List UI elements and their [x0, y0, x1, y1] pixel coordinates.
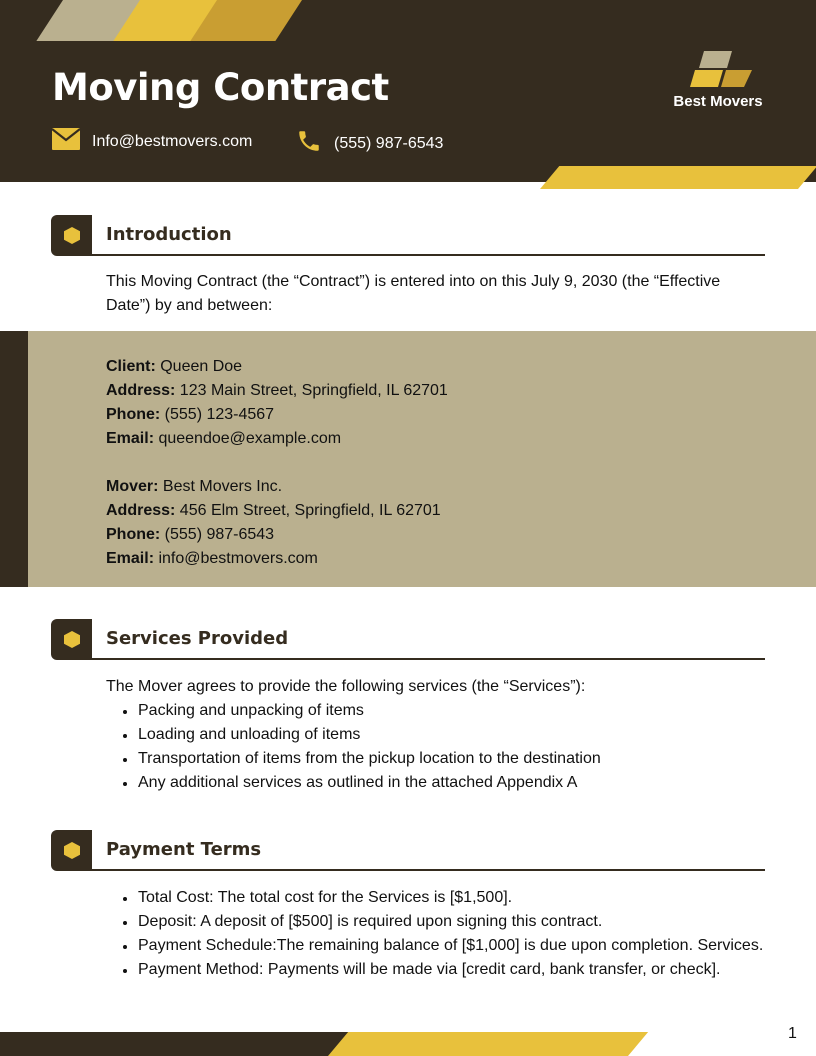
company-logo — [668, 50, 768, 110]
section-title: Services Provided — [106, 628, 289, 649]
section-header-services — [51, 619, 765, 660]
introduction-text: This Moving Contract (the “Contract”) is entered into on this July 9, 2030 (the “Effective Date”) by and between: — [106, 273, 721, 314]
list-item: Transportation of items from the pickup location to the destination — [106, 747, 786, 771]
logo-name: Best Movers — [673, 93, 763, 110]
panel-accent-bar — [0, 331, 28, 587]
hexagon-icon — [64, 842, 80, 859]
logo-mark-icon — [668, 50, 768, 88]
section-divider — [92, 869, 765, 871]
client-name-line: Client: Queen Doe — [106, 358, 243, 375]
list-item: Payment Schedule:The remaining balance of [$1,000] is due upon completion. Services. — [106, 934, 786, 958]
header-email-text[interactable]: Info@bestmovers.com — [92, 132, 253, 150]
page-number: 1 — [788, 1025, 797, 1042]
envelope-icon — [52, 128, 80, 155]
section-divider — [92, 254, 765, 256]
client-details — [106, 355, 448, 451]
section-tab — [51, 215, 92, 256]
client-address-line: Address: 123 Main Street, Springfield, IL 62701 — [106, 382, 448, 399]
section-tab — [51, 830, 92, 871]
hexagon-icon — [64, 631, 80, 648]
section-title: Payment Terms — [106, 839, 262, 860]
list-item: Loading and unloading of items — [106, 723, 786, 747]
section-title: Introduction — [106, 224, 232, 245]
list-item: Deposit: A deposit of [$500] is required upon signing this contract. — [106, 910, 786, 934]
document-header — [0, 0, 816, 182]
mover-details — [106, 475, 441, 571]
decorative-bar — [540, 166, 816, 189]
client-email-line: Email: queendoe@example.com — [106, 430, 342, 447]
services-list — [106, 699, 786, 795]
header-phone — [296, 128, 443, 159]
list-item: Total Cost: The total cost for the Services is [$1,500]. — [106, 886, 786, 910]
phone-icon — [296, 128, 322, 159]
section-header-introduction — [51, 215, 765, 256]
footer-bar-dark — [0, 1032, 370, 1056]
mover-email-line: Email: info@bestmovers.com — [106, 550, 318, 567]
footer-bar-yellow — [328, 1032, 648, 1056]
document-title: Moving Contract — [52, 66, 389, 109]
header-phone-text[interactable]: (555) 987-6543 — [334, 134, 444, 152]
section-tab — [51, 619, 92, 660]
payment-list — [106, 886, 786, 982]
list-item: Payment Method: Payments will be made via [credit card, bank transfer, or check]. — [106, 958, 786, 982]
header-email — [52, 128, 252, 155]
section-divider — [92, 658, 765, 660]
client-phone-line: Phone: (555) 123-4567 — [106, 406, 275, 423]
mover-address-line: Address: 456 Elm Street, Springfield, IL 62701 — [106, 502, 441, 519]
section-header-payment — [51, 830, 765, 871]
list-item: Packing and unpacking of items — [106, 699, 786, 723]
hexagon-icon — [64, 227, 80, 244]
parties-panel — [0, 331, 816, 587]
mover-name-line: Mover: Best Movers Inc. — [106, 478, 283, 495]
list-item: Any additional services as outlined in the attached Appendix A — [106, 771, 786, 795]
mover-phone-line: Phone: (555) 987-6543 — [106, 526, 275, 543]
services-intro: The Mover agrees to provide the following services (the “Services”): — [106, 678, 586, 695]
